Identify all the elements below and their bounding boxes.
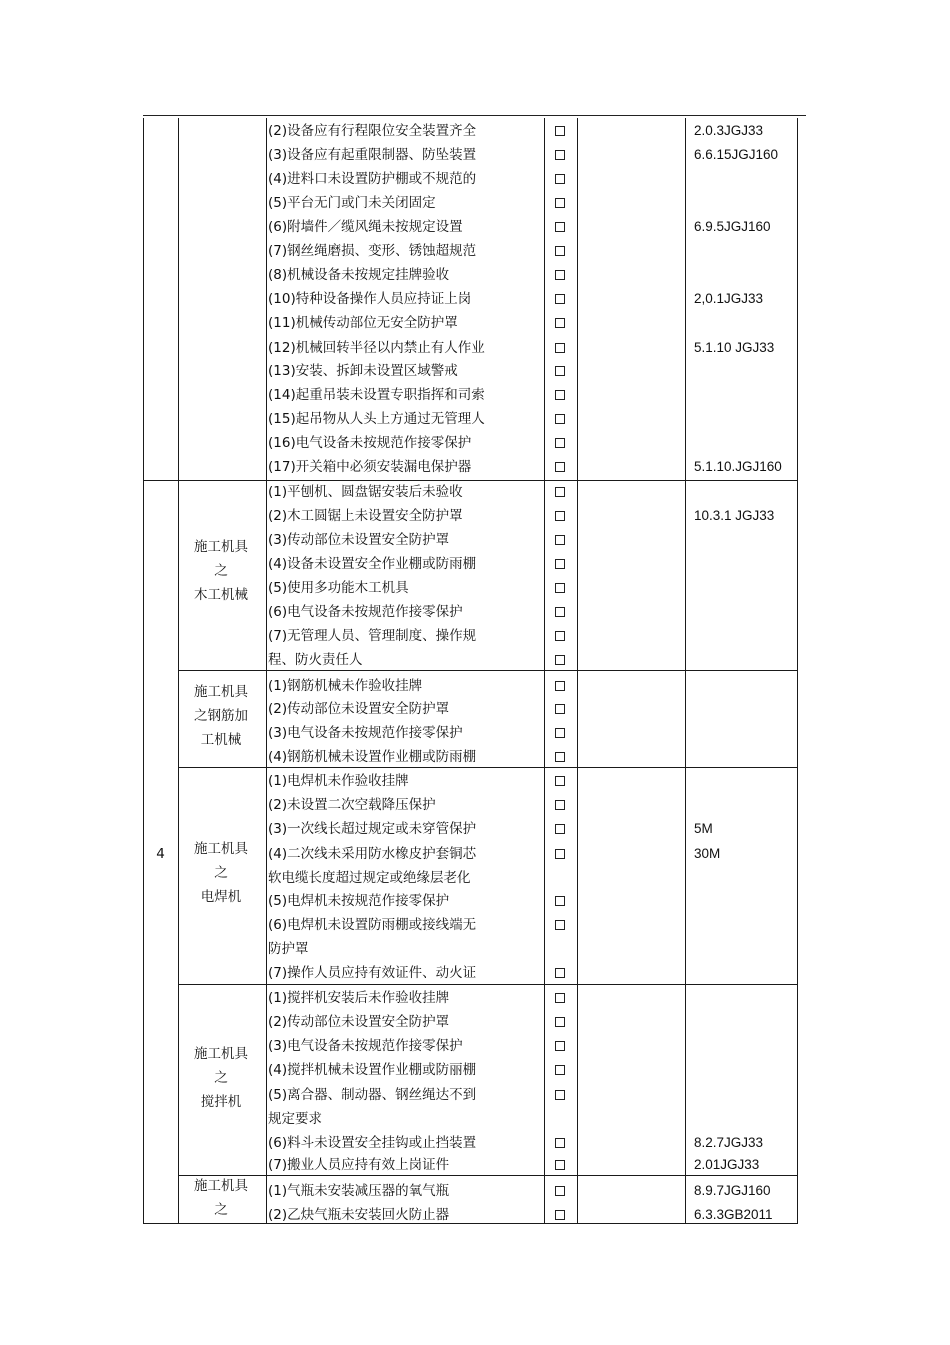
checkbox[interactable] (555, 681, 565, 691)
check-item-text: 程、防火责任人 (268, 652, 363, 668)
checkbox[interactable] (555, 607, 565, 617)
check-item-text: (1)平刨机、圆盘锯安装后未验收 (268, 484, 463, 500)
category-label: 木工机械 (194, 587, 248, 603)
checkbox[interactable] (555, 993, 565, 1003)
category-label: 之 (214, 1070, 228, 1086)
checkbox[interactable] (555, 462, 565, 472)
check-item-text: (7)无管理人员、管理制度、操作规 (268, 628, 477, 644)
category-label: 之 (214, 563, 228, 579)
check-item-text: (2)设备应有行程限位安全装置齐全 (268, 123, 477, 139)
standard-reference: 6.3.3GB2011 (694, 1207, 773, 1222)
check-item-text: (2)传动部位未设置安全防护罩 (268, 701, 450, 717)
checkbox[interactable] (555, 246, 565, 256)
check-item-text: (3)电气设备未按规范作接零保护 (268, 725, 463, 741)
checkbox[interactable] (555, 824, 565, 834)
check-item-text: (17)开关箱中必须安装漏电保护器 (268, 459, 472, 475)
standard-reference: 8.2.7JGJ33 (694, 1135, 764, 1150)
check-item-text: (4)搅拌机械未设置作业棚或防丽棚 (268, 1062, 477, 1078)
check-item-text: (1)钢筋机械未作验收挂牌 (268, 678, 423, 694)
standard-reference: 5.1.10.JGJ160 (694, 459, 782, 474)
check-item-text: (7)操作人员应持有效证件、动火证 (268, 965, 477, 981)
checkbox[interactable] (555, 1090, 565, 1100)
checkbox[interactable] (555, 535, 565, 545)
check-item-text: 防护罩 (268, 941, 309, 957)
group-divider (143, 480, 798, 481)
checkbox[interactable] (555, 1065, 565, 1075)
check-item-text: (3)传动部位未设置安全防护罩 (268, 532, 450, 548)
check-item-text: (5)使用多功能木工机具 (268, 580, 409, 596)
checkbox[interactable] (555, 849, 565, 859)
checkbox[interactable] (555, 294, 565, 304)
checkbox[interactable] (555, 511, 565, 521)
checkbox[interactable] (555, 438, 565, 448)
checkbox[interactable] (555, 318, 565, 328)
category-label: 之 (214, 1202, 228, 1218)
checkbox[interactable] (555, 222, 565, 232)
standard-reference: 10.3.1 JGJ33 (694, 508, 775, 523)
checkbox[interactable] (555, 752, 565, 762)
checkbox[interactable] (555, 366, 565, 376)
category-label: 施工机具 (194, 1178, 248, 1194)
check-item-text: (5)离合器、制动器、钢丝绳达不到 (268, 1087, 477, 1103)
check-item-text: (6)附墙件／缆风绳未按规定设置 (268, 219, 463, 235)
check-item-text: (4)设备未设置安全作业棚或防雨棚 (268, 556, 477, 572)
checkbox[interactable] (555, 800, 565, 810)
group-divider (178, 767, 798, 768)
checkbox[interactable] (555, 1210, 565, 1220)
checkbox[interactable] (555, 414, 565, 424)
checkbox[interactable] (555, 343, 565, 353)
check-item-text: (1)气瓶未安装减压器的氧气瓶 (268, 1183, 450, 1199)
checkbox[interactable] (555, 174, 565, 184)
check-item-text: 规定要求 (268, 1111, 322, 1127)
category-label: 电焊机 (200, 889, 242, 905)
table-border-bottom (143, 1223, 798, 1224)
check-item-text: (12)机械回转半径以内禁止有人作业 (268, 340, 485, 356)
checkbox[interactable] (555, 1017, 565, 1027)
checkbox[interactable] (555, 559, 565, 569)
category-label: 之 (214, 865, 228, 881)
check-item-text: (4)进料口未设置防护棚或不规范的 (268, 171, 477, 187)
check-item-text: (5)电焊机未按规范作接零保护 (268, 893, 450, 909)
check-item-text: (6)电气设备未按规范作接零保护 (268, 604, 463, 620)
standard-reference: 8.9.7JGJ160 (694, 1183, 771, 1198)
checkbox[interactable] (555, 920, 565, 930)
checkbox[interactable] (555, 583, 565, 593)
category-label: 搅拌机 (200, 1094, 242, 1110)
check-item-text: (10)特种设备操作人员应持证上岗 (268, 291, 472, 307)
section-number: 4 (156, 846, 165, 862)
check-item-text: (16)电气设备未按规范作接零保护 (268, 435, 472, 451)
check-item-text: (2)未设置二次空载降压保护 (268, 797, 436, 813)
group-divider (178, 670, 798, 671)
checkbox[interactable] (555, 728, 565, 738)
check-item-text: (1)搅拌机安装后未作验收挂牌 (268, 990, 450, 1006)
standard-reference: 2,0.1JGJ33 (694, 291, 764, 306)
check-item-text: (8)机械设备未按规定挂牌验收 (268, 267, 450, 283)
checkbox[interactable] (555, 1160, 565, 1170)
check-item-text: (13)安装、拆卸未设置区域警戒 (268, 363, 458, 379)
check-item-text: (2)乙炔气瓶未安装回火防止器 (268, 1207, 450, 1223)
checkbox[interactable] (555, 150, 565, 160)
checkbox[interactable] (555, 704, 565, 714)
category-label: 施工机具 (194, 1046, 248, 1062)
group-divider (178, 984, 798, 985)
standard-reference: 2.0.3JGJ33 (694, 123, 764, 138)
standard-reference: 30M (694, 846, 721, 861)
checkbox[interactable] (555, 655, 565, 665)
check-item-text: (4)二次线未采用防水橡皮护套铜芯 (268, 846, 477, 862)
check-item-text: (6)电焊机未设置防雨棚或接线端无 (268, 917, 477, 933)
standard-reference: 5.1.10 JGJ33 (694, 340, 775, 355)
category-label: 工机械 (200, 732, 242, 748)
standard-reference: 6.6.15JGJ160 (694, 147, 779, 162)
check-item-text: (5)平台无门或门未关闭固定 (268, 195, 436, 211)
check-item-text: (3)设备应有起重限制器、防坠装置 (268, 147, 477, 163)
checkbox[interactable] (555, 126, 565, 136)
check-item-text: (7)钢丝绳磨损、变形、锈蚀超规范 (268, 243, 477, 259)
group-divider (178, 1175, 798, 1176)
check-item-text: (6)料斗未设置安全挂钩或止挡装置 (268, 1135, 477, 1151)
category-label: 施工机具 (194, 684, 248, 700)
checkbox[interactable] (555, 631, 565, 641)
checkbox[interactable] (555, 198, 565, 208)
standard-reference: 6.9.5JGJ160 (694, 219, 771, 234)
checkbox[interactable] (555, 390, 565, 400)
checkbox[interactable] (555, 776, 565, 786)
check-item-text: (4)钢筋机械未设置作业棚或防雨棚 (268, 749, 477, 765)
standard-reference: 2.01JGJ33 (694, 1157, 760, 1172)
check-item-text: 软电缆长度超过规定或绝缘层老化 (268, 870, 471, 886)
standard-reference: 5M (694, 821, 713, 836)
checkbox[interactable] (555, 1138, 565, 1148)
check-item-text: (7)搬业人员应持有效上岗证件 (268, 1157, 450, 1173)
check-item-text: (3)电气设备未按规范作接零保护 (268, 1038, 463, 1054)
category-label: 之钢筋加 (194, 708, 248, 724)
checkbox[interactable] (555, 1186, 565, 1196)
check-item-text: (2)木工圆锯上未设置安全防护罩 (268, 508, 463, 524)
check-item-text: (15)起吊物从人头上方通过无管理人 (268, 411, 485, 427)
check-item-text: (3)一次线长超过规定或未穿管保护 (268, 821, 477, 837)
check-item-text: (11)机械传动部位无安全防护罩 (268, 315, 458, 331)
checkbox[interactable] (555, 1041, 565, 1051)
category-label: 施工机具 (194, 841, 248, 857)
checkbox[interactable] (555, 896, 565, 906)
check-item-text: (14)起重吊装未设置专职指挥和司索 (268, 387, 485, 403)
check-item-text: (2)传动部位未设置安全防护罩 (268, 1014, 450, 1030)
table-border-left (143, 118, 144, 1223)
checkbox[interactable] (555, 968, 565, 978)
checkbox[interactable] (555, 270, 565, 280)
checkbox[interactable] (555, 487, 565, 497)
category-label: 施工机具 (194, 539, 248, 555)
check-item-text: (1)电焊机未作验收挂牌 (268, 773, 409, 789)
